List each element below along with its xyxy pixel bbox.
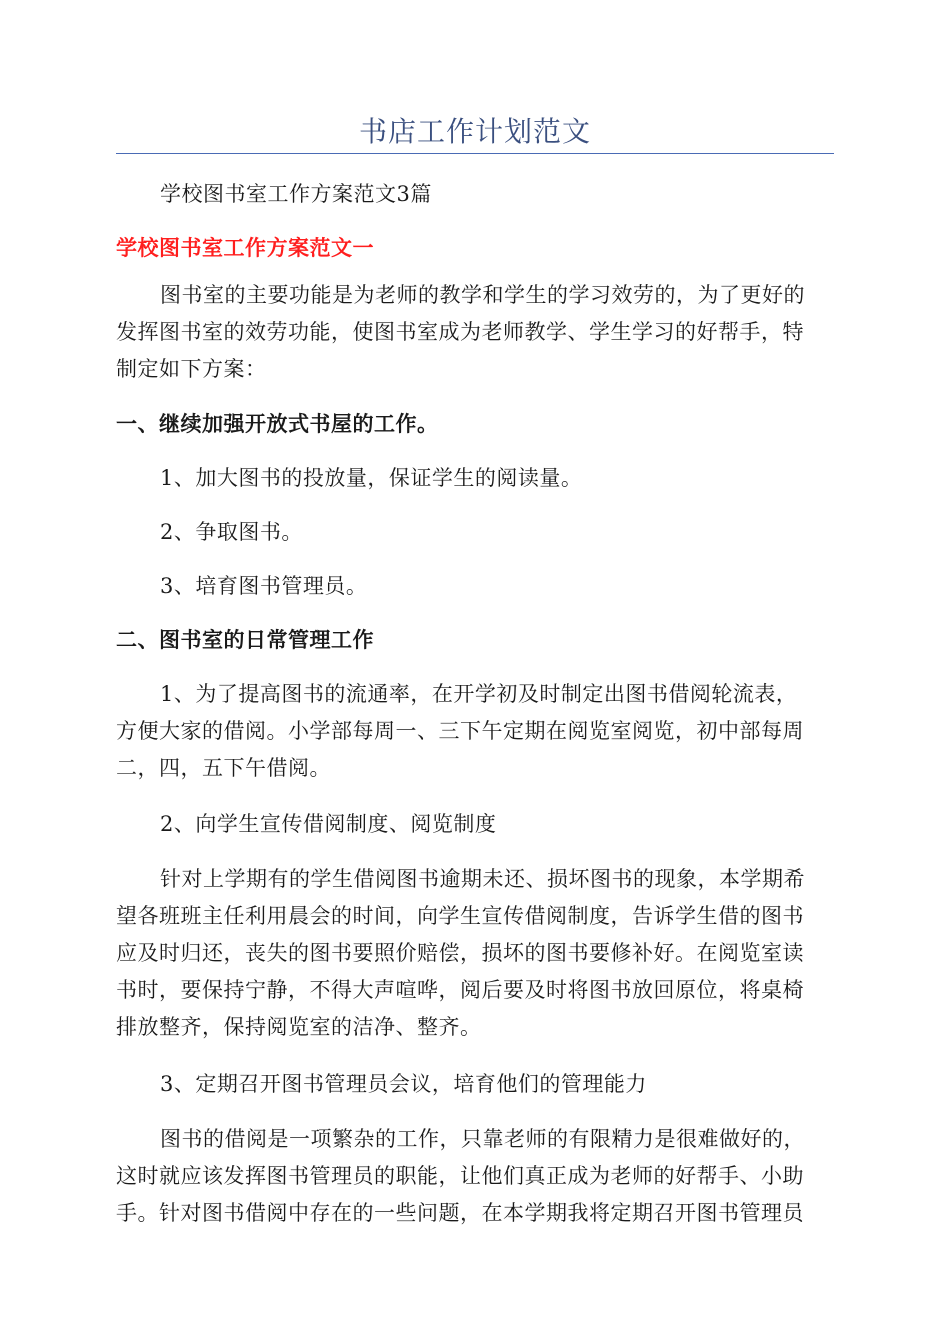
- paragraph-line: 制定如下方案：: [116, 357, 267, 381]
- paragraph-line: 二，四，五下午借阅。: [116, 756, 331, 780]
- paragraph-line: 图书室的主要功能是为老师的教学和学生的学习效劳的，为了更好的: [160, 283, 805, 307]
- list-item: 2、争取图书。: [160, 520, 303, 544]
- document-subtitle: 学校图书室工作方案范文3篇: [160, 182, 432, 206]
- paragraph-line: 1、为了提高图书的流通率，在开学初及时制定出图书借阅轮流表，: [160, 682, 798, 706]
- document-title: 书店工作计划范文: [358, 115, 591, 148]
- paragraph-line: 发挥图书室的效劳功能，使图书室成为老师教学、学生学习的好帮手，特: [116, 320, 804, 344]
- paragraph-line: 排放整齐，保持阅览室的洁净、整齐。: [116, 1015, 482, 1039]
- list-item: 2、向学生宣传借阅制度、阅览制度: [160, 812, 497, 836]
- paragraph-line: 针对上学期有的学生借阅图书逾期未还、损坏图书的现象，本学期希: [160, 867, 805, 891]
- title-underline: [116, 153, 834, 154]
- paragraph-line: 应及时归还，丧失的图书要照价赔偿，损坏的图书要修补好。在阅览室读: [116, 941, 804, 965]
- list-item: 3、定期召开图书管理员会议，培育他们的管理能力: [160, 1072, 647, 1096]
- subheading-2: 二、图书室的日常管理工作: [116, 628, 374, 652]
- subheading-1: 一、继续加强开放式书屋的工作。: [116, 412, 439, 436]
- paragraph-line: 图书的借阅是一项繁杂的工作，只靠老师的有限精力是很难做好的，: [160, 1127, 805, 1151]
- section-heading: 学校图书室工作方案范文一: [116, 236, 374, 260]
- list-item: 1、加大图书的投放量，保证学生的阅读量。: [160, 466, 583, 490]
- paragraph-line: 方便大家的借阅。小学部每周一、三下午定期在阅览室阅览，初中部每周: [116, 719, 804, 743]
- paragraph-line: 望各班班主任利用晨会的时间，向学生宣传借阅制度，告诉学生借的图书: [116, 904, 804, 928]
- paragraph-line: 书时，要保持宁静，不得大声喧哗，阅后要及时将图书放回原位，将桌椅: [116, 978, 804, 1002]
- paragraph-line: 手。针对图书借阅中存在的一些问题，在本学期我将定期召开图书管理员: [116, 1201, 804, 1225]
- paragraph-line: 这时就应该发挥图书管理员的职能，让他们真正成为老师的好帮手、小助: [116, 1164, 804, 1188]
- list-item: 3、培育图书管理员。: [160, 574, 368, 598]
